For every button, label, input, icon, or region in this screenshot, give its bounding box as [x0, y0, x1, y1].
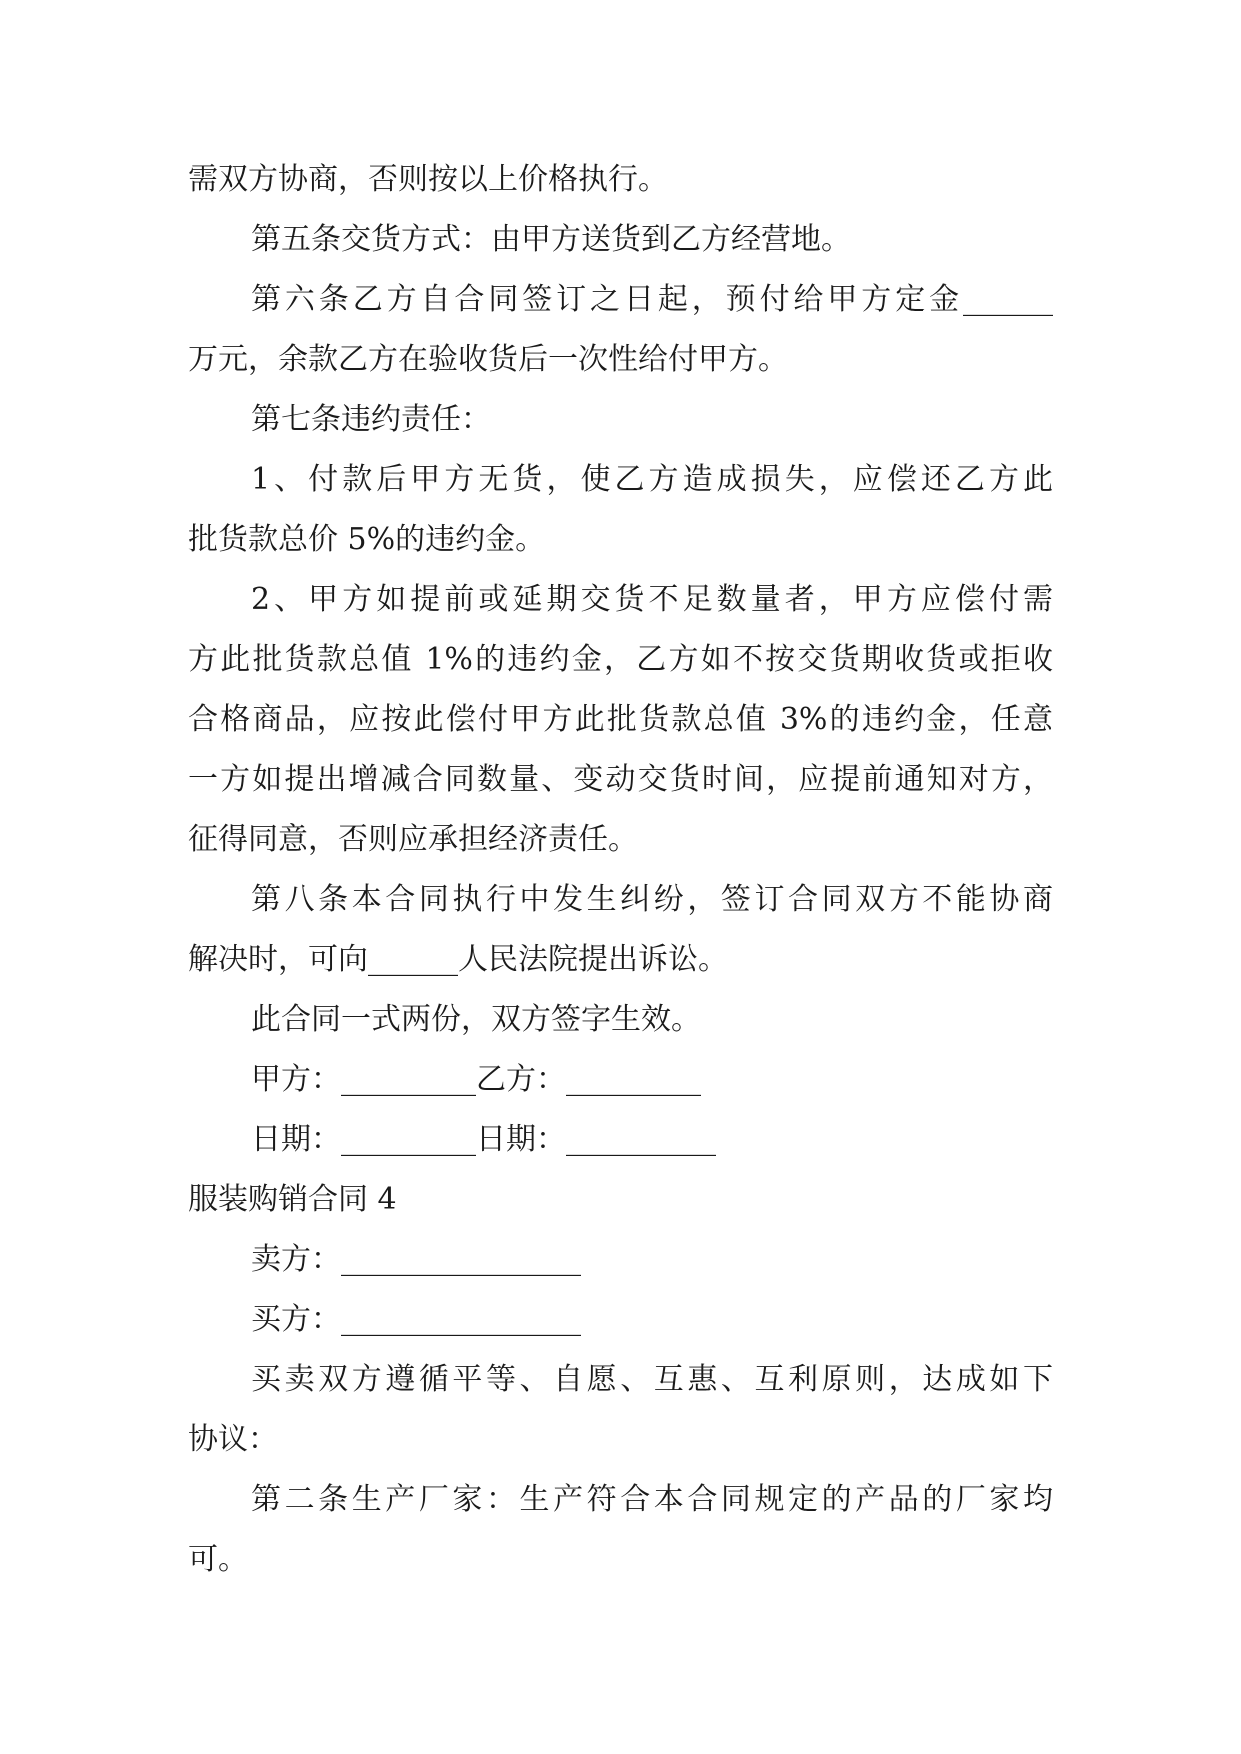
clause-7-item-1: 1、付款后甲方无货，使乙方造成损失，应偿还乙方此 — [251, 462, 1053, 497]
paragraph-line: 解决时，可向______人民法院提出诉讼。 — [188, 942, 728, 977]
paragraph-line: 协议： — [188, 1422, 278, 1457]
paragraph-line: 需双方协商，否则按以上价格执行。 — [188, 162, 668, 197]
paragraph-line: 批货款总价 5%的违约金。 — [188, 522, 546, 557]
copies-clause: 此合同一式两份，双方签字生效。 — [251, 1002, 701, 1037]
clause-7-item-2: 2、甲方如提前或延期交货不足数量者，甲方应偿付需 — [251, 582, 1053, 617]
seller-field: 卖方：________________ — [251, 1242, 581, 1277]
paragraph-line: 万元，余款乙方在验收货后一次性给付甲方。 — [188, 342, 788, 377]
paragraph-line: 方此批货款总值 1%的违约金，乙方如不按交货期收货或拒收 — [188, 642, 1053, 677]
clause-2-manufacturer: 第二条生产厂家：生产符合本合同规定的产品的厂家均 — [251, 1482, 1053, 1517]
buyer-field: 买方：________________ — [251, 1302, 581, 1337]
signature-parties: 甲方：_________乙方：_________ — [251, 1062, 701, 1097]
contract-title: 服装购销合同 4 — [188, 1182, 397, 1217]
paragraph-line: 可。 — [188, 1542, 248, 1577]
contract-body — [188, 150, 1053, 1590]
clause-6-deposit: 第六条乙方自合同签订之日起，预付给甲方定金______ — [251, 282, 1053, 317]
signature-dates: 日期：_________日期：__________ — [251, 1122, 716, 1157]
clause-5-delivery: 第五条交货方式：由甲方送货到乙方经营地。 — [251, 222, 851, 257]
paragraph-line: 征得同意，否则应承担经济责任。 — [188, 822, 638, 857]
paragraph-line: 一方如提出增减合同数量、变动交货时间，应提前通知对方， — [188, 762, 1053, 797]
paragraph-line: 合格商品，应按此偿付甲方此批货款总值 3%的违约金，任意 — [188, 702, 1053, 737]
clause-8-dispute: 第八条本合同执行中发生纠纷，签订合同双方不能协商 — [251, 882, 1053, 917]
agreement-intro: 买卖双方遵循平等、自愿、互惠、互利原则，达成如下 — [251, 1362, 1053, 1397]
clause-7-heading: 第七条违约责任： — [251, 402, 491, 437]
